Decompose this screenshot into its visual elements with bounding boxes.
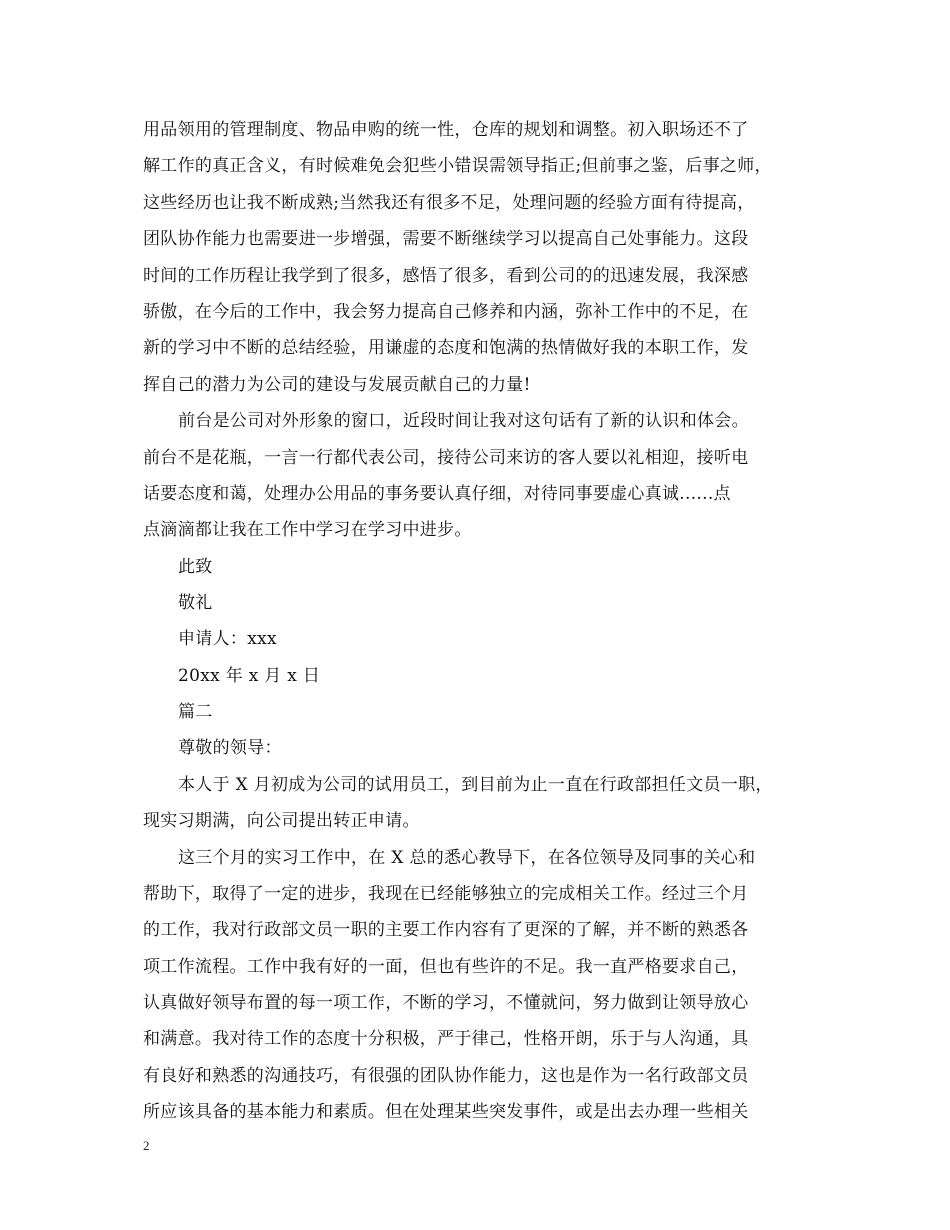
paragraph-start-line: 前台是公司对外形象的窗口，近段时间让我对这句话有了新的认识和体会。 bbox=[178, 411, 749, 431]
text-line: 前台不是花瓶，一言一行都代表公司，接待公司来访的客人要以礼相迎，接听电 bbox=[143, 448, 749, 468]
text-line: 有良好和熟悉的沟通技巧，有很强的团队协作能力，这也是作为一名行政部文员 bbox=[143, 1066, 749, 1086]
page-number: 2 bbox=[143, 1138, 150, 1153]
text-line: 项工作流程。工作中我有好的一面，但也有些许的不足。我一直严格要求自己， bbox=[143, 957, 749, 977]
text-line: 和满意。我对待工作的态度十分积极，严于律己，性格开朗，乐于与人沟通，具 bbox=[143, 1029, 749, 1049]
date-line: 20xx 年 x 月 x 日 bbox=[178, 666, 321, 686]
text-line: 现实习期满，向公司提出转正申请。 bbox=[143, 811, 420, 831]
paragraph-start-line: 这三个月的实习工作中，在 X 总的悉心教导下，在各位领导及同事的关心和 bbox=[178, 848, 756, 868]
text-line: 点滴滴都让我在工作中学习在学习中进步。 bbox=[143, 520, 472, 540]
text-line: 骄傲，在今后的工作中，我会努力提高自己修养和内涵，弥补工作中的不足，在 bbox=[143, 302, 749, 322]
text-line: 团队协作能力也需要进一步增强，需要不断继续学习以提高自己处事能力。这段 bbox=[143, 229, 749, 249]
text-line: 时间的工作历程让我学到了很多，感悟了很多，看到公司的的迅速发展，我深感 bbox=[143, 266, 749, 286]
text-line: 用品领用的管理制度、物品申购的统一性，仓库的规划和调整。初入职场还不了 bbox=[143, 120, 749, 140]
text-line: 话要态度和蔼，处理办公用品的事务要认真仔细，对待同事要虚心真诚......点 bbox=[143, 484, 731, 504]
paragraph-start-line: 本人于 X 月初成为公司的试用员工，到目前为止一直在行政部担任文员一职， bbox=[178, 775, 773, 795]
section-heading: 篇二 bbox=[178, 702, 213, 722]
closing-salutation: 此致 bbox=[178, 557, 213, 577]
text-line: 挥自己的潜力为公司的建设与发展贡献自己的力量! bbox=[143, 375, 531, 395]
text-line: 新的学习中不断的总结经验，用谦虚的态度和饱满的热情做好我的本职工作，发 bbox=[143, 338, 749, 358]
text-line: 帮助下，取得了一定的进步，我现在已经能够独立的完成相关工作。经过三个月 bbox=[143, 884, 749, 904]
applicant-line: 申请人：xxx bbox=[178, 629, 277, 649]
closing-regards: 敬礼 bbox=[178, 593, 213, 613]
text-line: 这些经历也让我不断成熟;当然我还有很多不足，处理问题的经验方面有待提高， bbox=[143, 193, 755, 213]
text-line: 的工作，我对行政部文员一职的主要工作内容有了更深的了解，并不断的熟悉各 bbox=[143, 920, 749, 940]
greeting-line: 尊敬的领导： bbox=[178, 738, 282, 758]
text-line: 认真做好领导布置的每一项工作，不断的学习，不懂就问，努力做到让领导放心 bbox=[143, 993, 749, 1013]
text-line: 所应该具备的基本能力和素质。但在处理某些突发事件，或是出去办理一些相关 bbox=[143, 1102, 749, 1122]
text-line: 解工作的真正含义，有时候难免会犯些小错误需领导指正;但前事之鉴，后事之师， bbox=[143, 156, 772, 176]
